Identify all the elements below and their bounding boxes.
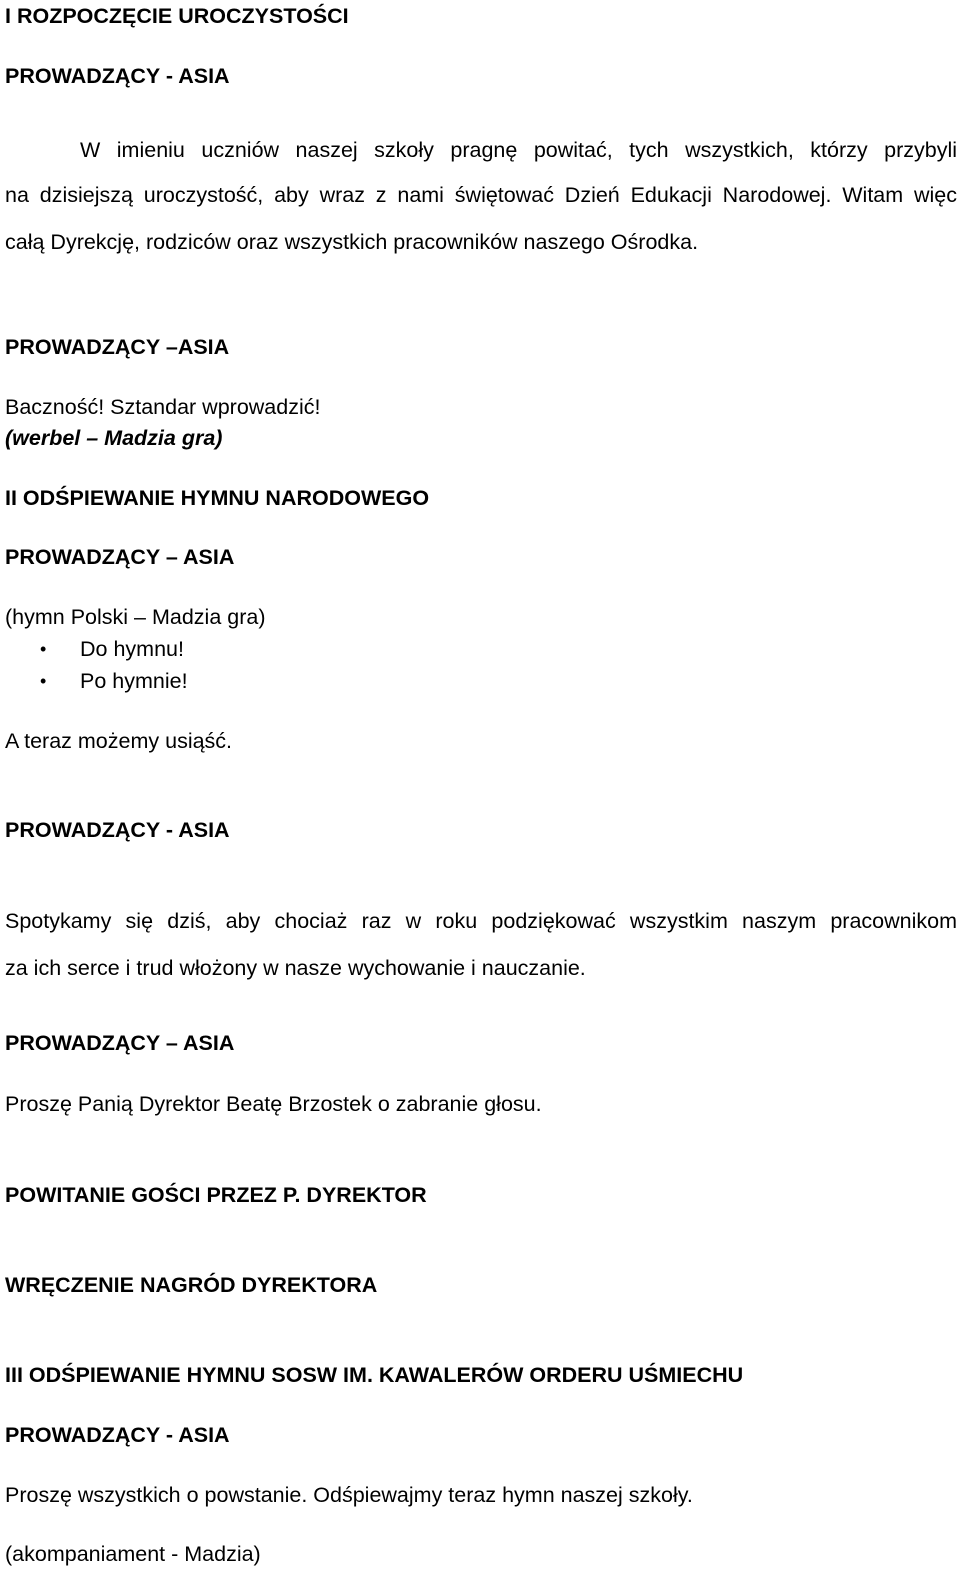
stand-instruction: Proszę wszystkich o powstanie. Odśpiewajmy teraz hymn naszej szkoły. [5, 1483, 693, 1507]
welcome-line-1: W imieniu uczniów naszej szkoły pragnę powitać, tych wszystkich, którzy przybyli [80, 138, 957, 162]
section-heading-5: III ODŚPIEWANIE HYMNU SOSW IM. KAWALERÓW ORDERU UŚMIECHU [5, 1363, 744, 1387]
list-item: Do hymnu! [80, 637, 184, 661]
attention-command: Baczność! Sztandar wprowadzić! [5, 395, 321, 419]
stage-direction: (akompaniament - Madzia) [5, 1542, 261, 1566]
thanks-line-2: za ich serce i trud włożony w nasze wychowanie i nauczanie. [5, 956, 586, 980]
speaker-label: PROWADZĄCY – ASIA [5, 545, 235, 569]
welcome-line-3: całą Dyrekcję, rodziców oraz wszystkich pracowników naszego Ośrodka. [5, 230, 699, 254]
speaker-label: PROWADZĄCY - ASIA [5, 1423, 230, 1447]
bullet-icon: • [40, 639, 47, 659]
speaker-label: PROWADZĄCY –ASIA [5, 335, 230, 359]
section-heading-2: II ODŚPIEWANIE HYMNU NARODOWEGO [5, 486, 430, 510]
bullet-icon: • [40, 671, 47, 691]
section-heading-1: I ROZPOCZĘCIE UROCZYSTOŚCI [5, 4, 349, 28]
list-item: Po hymnie! [80, 669, 188, 693]
stage-direction: (hymn Polski – Madzia gra) [5, 605, 266, 629]
director-invitation: Proszę Panią Dyrektor Beatę Brzostek o zabranie głosu. [5, 1092, 542, 1116]
thanks-line-1: Spotykamy się dziś, aby chociaż raz w roku podziękować wszystkim naszym pracownikom [5, 909, 957, 933]
speaker-label: PROWADZĄCY – ASIA [5, 1031, 235, 1055]
stage-direction: (werbel – Madzia gra) [5, 426, 223, 450]
speaker-label: PROWADZĄCY - ASIA [5, 64, 230, 88]
section-heading-3: POWITANIE GOŚCI PRZEZ P. DYREKTOR [5, 1183, 427, 1207]
welcome-line-2: na dzisiejszą uroczystość, aby wraz z nami świętować Dzień Edukacji Narodowej. Witam więc [5, 183, 957, 207]
speaker-label: PROWADZĄCY - ASIA [5, 818, 230, 842]
section-heading-4: WRĘCZENIE NAGRÓD DYREKTORA [5, 1273, 378, 1297]
sit-instruction: A teraz możemy usiąść. [5, 729, 233, 753]
